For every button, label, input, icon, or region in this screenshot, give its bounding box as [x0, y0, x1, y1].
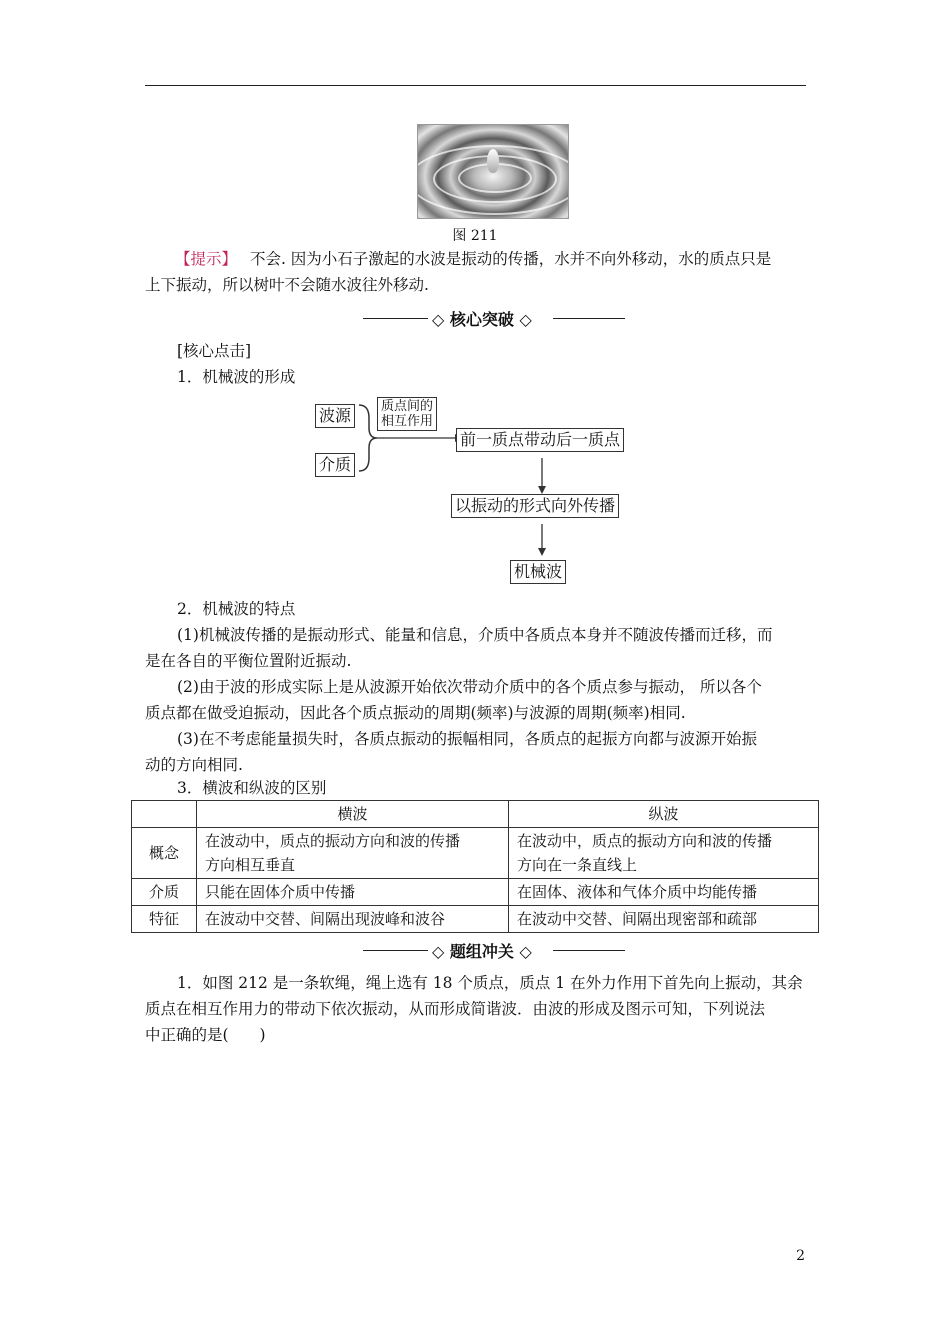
- table-header-row: [132, 801, 819, 828]
- cell-longitudinal: 在固体、液体和气体介质中均能传播: [509, 879, 819, 906]
- hint-label: 【提示】: [175, 250, 238, 268]
- diagram-source-box: 波源: [315, 404, 355, 428]
- table-header-longitudinal: 纵波: [509, 801, 819, 828]
- page-number: 2: [796, 1248, 805, 1264]
- table-row: [132, 906, 819, 933]
- table-row: [132, 879, 819, 906]
- hint-line-1: 【提示】 不会. 因为小石子激起的水波是振动的传播，水并不向外移动，水的质点只是: [175, 250, 772, 268]
- diagram-medium-box: 介质: [315, 453, 355, 477]
- question1-line2: 质点在相互作用力的带动下依次振动，从而形成简谐波．由波的形成及图示可知，下列说法: [145, 1000, 766, 1018]
- cell-longitudinal: 在波动中交替、间隔出现密部和疏部: [509, 906, 819, 933]
- item2-p1-line2: 是在各自的平衡位置附近振动.: [145, 652, 352, 670]
- item3-title: 3．横波和纵波的区别: [177, 779, 327, 797]
- item1-title: 1．机械波的形成: [177, 368, 296, 386]
- section-rule-right: [553, 950, 625, 951]
- section-title-core: ◇ 核心突破 ◇: [432, 310, 532, 329]
- question1-line3: 中正确的是( ): [145, 1026, 266, 1044]
- diagram-arrow-down-1: [536, 458, 548, 494]
- hint-line-2: 上下振动，所以树叶不会随水波往外移动.: [145, 276, 429, 294]
- table-header-transverse: 横波: [197, 801, 509, 828]
- item2-p2-line2: 质点都在做受迫振动，因此各个质点振动的周期(频率)与波源的周期(频率)相同.: [145, 704, 686, 722]
- wave-comparison-table: [131, 800, 819, 933]
- item2-title: 2．机械波的特点: [177, 600, 296, 618]
- diagram-step1-box: 前一质点带动后一质点: [456, 428, 624, 452]
- section-title-exercise: ◇ 题组冲关 ◇: [432, 942, 532, 961]
- table-header-empty: [132, 801, 197, 828]
- figure-caption: 图 211: [452, 228, 498, 244]
- cell-transverse: 在波动中，质点的振动方向和波的传播 方向相互垂直: [197, 828, 509, 879]
- diagram-arrow-down-2: [536, 524, 548, 556]
- table-row: [132, 828, 819, 879]
- diagram-result-box: 机械波: [510, 560, 566, 584]
- section-rule-left: [363, 950, 428, 951]
- cell-transverse: 只能在固体介质中传播: [197, 879, 509, 906]
- item2-p3-line2: 动的方向相同.: [145, 756, 243, 774]
- row-label: 介质: [132, 879, 197, 906]
- row-label: 概念: [132, 828, 197, 879]
- row-label: 特征: [132, 906, 197, 933]
- header-rule: [145, 85, 806, 86]
- water-drop-photo: [417, 124, 569, 219]
- question1-line1: 1．如图 212 是一条软绳，绳上选有 18 个质点，质点 1 在外力作用下首先向上振动，其余: [177, 974, 803, 992]
- diagram-brace-arrow: [355, 400, 465, 480]
- cell-longitudinal: 在波动中，质点的振动方向和波的传播 方向在一条直线上: [509, 828, 819, 879]
- diagram-interaction-box: 质点间的 相互作用: [377, 397, 437, 431]
- item2-p3-line1: (3)在不考虑能量损失时，各质点振动的振幅相同，各质点的起振方向都与波源开始振: [177, 730, 757, 748]
- section-rule-right: [553, 318, 625, 319]
- diagram-step2-box: 以振动的形式向外传播: [451, 494, 619, 518]
- section-rule-left: [363, 318, 428, 319]
- cell-transverse: 在波动中交替、间隔出现波峰和波谷: [197, 906, 509, 933]
- item2-p1-line1: (1)机械波传播的是振动形式、能量和信息，介质中各质点本身并不随波传播而迁移，而: [177, 626, 773, 644]
- core-points-label: [核心点击]: [177, 342, 252, 360]
- item2-p2-line1: (2)由于波的形成实际上是从波源开始依次带动介质中的各个质点参与振动， 所以各个: [177, 678, 762, 696]
